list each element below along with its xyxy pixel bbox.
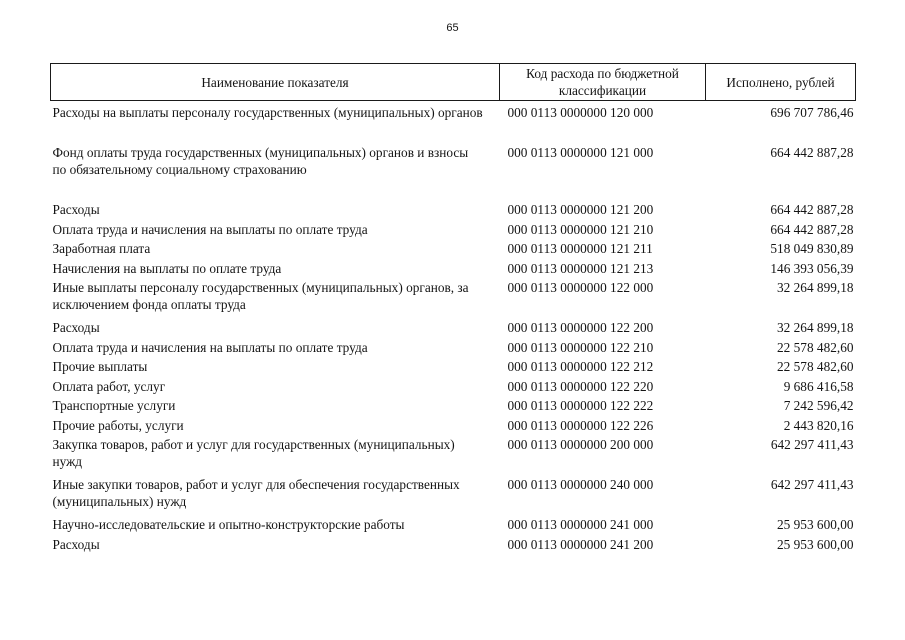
budget-execution-table <box>50 63 856 555</box>
table-row <box>51 201 856 221</box>
row-code: 000 0113 0000000 241 000 <box>507 517 654 532</box>
column-header-amount: Исполнено, рублей <box>706 64 856 101</box>
table-row <box>51 339 856 359</box>
row-name: Транспортные услуги <box>52 398 176 413</box>
row-code: 000 0113 0000000 122 210 <box>507 339 654 355</box>
row-name: Фонд оплаты труда государственных (муниципальных) органов и взносы по обязательному социальному страхованию <box>52 145 469 177</box>
row-code: 000 0113 0000000 122 212 <box>507 359 654 374</box>
row-amount: 664 442 887,28 <box>770 145 854 160</box>
table-row <box>51 279 856 319</box>
row-name: Расходы <box>52 202 100 217</box>
row-name: Прочие выплаты <box>52 359 148 374</box>
table-row <box>51 417 856 437</box>
table-row <box>51 221 856 241</box>
row-code: 000 0113 0000000 121 210 <box>507 221 654 237</box>
row-code: 000 0113 0000000 200 000 <box>507 437 654 452</box>
row-amount: 642 297 411,43 <box>770 477 854 492</box>
row-name: Заработная плата <box>52 241 151 256</box>
row-amount: 9 686 416,58 <box>783 378 854 394</box>
row-name: Научно-исследовательские и опытно-конструкторские работы <box>52 517 405 532</box>
row-code: 000 0113 0000000 122 220 <box>507 378 654 394</box>
row-amount: 25 953 600,00 <box>777 517 854 532</box>
row-name: Начисления на выплаты по оплате труда <box>52 260 282 276</box>
row-name: Иные выплаты персоналу государственных (муниципальных) органов, за исключением фонда оплаты труда <box>52 280 469 312</box>
row-name: Оплата труда и начисления на выплаты по оплате труда <box>52 339 368 355</box>
row-code: 000 0113 0000000 241 200 <box>507 536 654 552</box>
row-amount: 7 242 596,42 <box>783 398 854 413</box>
table-row <box>51 536 856 556</box>
row-amount: 2 443 820,16 <box>783 417 854 433</box>
table-row <box>51 397 856 417</box>
table-row <box>51 319 856 339</box>
row-amount: 32 264 899,18 <box>777 280 854 295</box>
row-code: 000 0113 0000000 121 000 <box>507 145 654 160</box>
row-name: Прочие работы, услуги <box>52 417 184 433</box>
table-row <box>51 144 856 201</box>
row-code: 000 0113 0000000 121 213 <box>507 260 654 276</box>
column-header-code: Код расхода по бюджетной классификации <box>500 64 706 101</box>
row-code: 000 0113 0000000 121 200 <box>507 202 654 217</box>
row-name: Закупка товаров, работ и услуг для государственных (муниципальных) нужд <box>52 437 455 469</box>
row-amount: 696 707 786,46 <box>770 105 854 120</box>
row-amount: 32 264 899,18 <box>777 320 854 335</box>
table-row <box>51 476 856 516</box>
row-amount: 642 297 411,43 <box>770 437 854 452</box>
table-row <box>51 358 856 378</box>
row-code: 000 0113 0000000 122 200 <box>507 320 654 335</box>
table-row <box>51 240 856 260</box>
row-name: Расходы <box>52 536 100 552</box>
row-name: Расходы на выплаты персоналу государственных (муниципальных) органов <box>52 105 483 120</box>
column-header-name: Наименование показателя <box>51 64 500 101</box>
row-code: 000 0113 0000000 121 211 <box>507 241 653 256</box>
row-amount: 146 393 056,39 <box>770 260 854 276</box>
table-row <box>51 260 856 280</box>
row-amount: 22 578 482,60 <box>777 339 854 355</box>
page-number: 65 <box>446 22 459 34</box>
table-header-row <box>51 64 856 101</box>
table-row <box>51 436 856 476</box>
row-code: 000 0113 0000000 122 226 <box>507 417 654 433</box>
row-code: 000 0113 0000000 240 000 <box>507 477 654 492</box>
row-amount: 664 442 887,28 <box>770 221 854 237</box>
table-row <box>51 378 856 398</box>
row-name: Оплата труда и начисления на выплаты по оплате труда <box>52 221 368 237</box>
table-row <box>51 101 856 145</box>
row-name: Оплата работ, услуг <box>52 378 166 394</box>
row-code: 000 0113 0000000 120 000 <box>507 105 654 120</box>
row-name: Расходы <box>52 320 100 335</box>
row-code: 000 0113 0000000 122 222 <box>507 398 654 413</box>
row-amount: 518 049 830,89 <box>770 241 854 256</box>
table-row <box>51 516 856 536</box>
row-amount: 22 578 482,60 <box>777 359 854 374</box>
row-amount: 664 442 887,28 <box>770 202 854 217</box>
row-amount: 25 953 600,00 <box>777 536 854 552</box>
row-name: Иные закупки товаров, работ и услуг для обеспечения государственных (муниципальных) нужд <box>52 477 460 509</box>
row-code: 000 0113 0000000 122 000 <box>507 280 654 295</box>
